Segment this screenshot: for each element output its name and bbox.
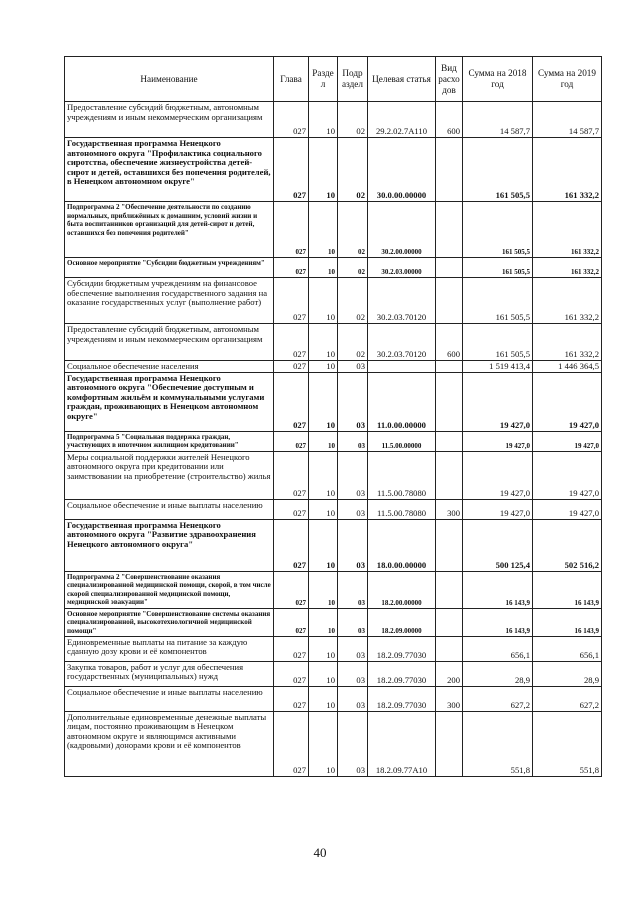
cell-sum2019: 161 332,2 [533, 324, 602, 361]
cell-sum2018: 19 427,0 [463, 431, 533, 451]
cell-razdel: 10 [309, 361, 338, 373]
cell-statya: 11.5.00.78080 [368, 451, 436, 499]
cell-name: Социальное обеспечение населения [65, 361, 274, 373]
cell-name: Субсидии бюджетным учреждениям на финансовое обеспечение выполнения государственного задания на оказание государственных услуг (выполнение работ) [65, 278, 274, 324]
cell-sum2019: 161 332,2 [533, 278, 602, 324]
cell-name: Меры социальной поддержки жителей Ненецкого автономного округа при кредитовании или заимствовании на приобретение (строительство) жилья [65, 451, 274, 499]
cell-vid [436, 608, 463, 636]
cell-glava: 027 [274, 372, 309, 431]
cell-statya: 29.2.02.7А110 [368, 102, 436, 138]
cell-sum2018: 627,2 [463, 686, 533, 711]
cell-glava: 027 [274, 451, 309, 499]
cell-glava: 027 [274, 499, 309, 519]
cell-name: Государственная программа Ненецкого автономного округа "Профилактика социального сиротства, обеспечение жизнеустройства детей-сирот и детей, оставшихся без попечения родителей, в Ненецком автономном округе" [65, 138, 274, 202]
cell-sum2018: 161 505,5 [463, 324, 533, 361]
cell-glava: 027 [274, 636, 309, 661]
header-name: Наименование [65, 57, 274, 102]
table-row [65, 499, 602, 519]
cell-name: Основное мероприятие "Субсидии бюджетным учреждениям" [65, 258, 274, 278]
table-row [65, 372, 602, 431]
cell-razdel: 10 [309, 372, 338, 431]
cell-glava: 027 [274, 431, 309, 451]
cell-razdel: 10 [309, 451, 338, 499]
cell-vid: 300 [436, 499, 463, 519]
cell-razdel: 10 [309, 571, 338, 608]
cell-name: Подпрограмма 5 "Социальная поддержка граждан, участвующих в ипотечном жилищном кредитовании" [65, 431, 274, 451]
cell-name: Дополнительные единовременные денежные выплаты лицам, постоянно проживающим в Ненецком автономном округе и являющимся активными (кадровыми) донорами крови и её компонентов [65, 711, 274, 776]
table-row [65, 431, 602, 451]
table-row [65, 324, 602, 361]
cell-statya: 18.2.00.00000 [368, 571, 436, 608]
table-row [65, 608, 602, 636]
cell-sum2019: 19 427,0 [533, 499, 602, 519]
cell-razdel: 10 [309, 138, 338, 202]
table-body [65, 102, 602, 777]
table-header-row [65, 57, 602, 102]
cell-sum2019: 19 427,0 [533, 431, 602, 451]
cell-vid [436, 372, 463, 431]
cell-podrazdel: 03 [338, 661, 368, 686]
cell-glava: 027 [274, 278, 309, 324]
cell-podrazdel: 03 [338, 519, 368, 571]
cell-sum2019: 551,8 [533, 711, 602, 776]
cell-vid [436, 278, 463, 324]
cell-razdel: 10 [309, 686, 338, 711]
header-vid: Вид расхо дов [436, 57, 463, 102]
cell-sum2018: 16 143,9 [463, 608, 533, 636]
table-row [65, 686, 602, 711]
cell-name: Закупка товаров, работ и услуг для обеспечения государственных (муниципальных) нужд [65, 661, 274, 686]
table-row [65, 361, 602, 373]
cell-sum2018: 19 427,0 [463, 499, 533, 519]
cell-vid [436, 636, 463, 661]
cell-vid: 200 [436, 661, 463, 686]
cell-podrazdel: 03 [338, 608, 368, 636]
cell-sum2018: 161 505,5 [463, 258, 533, 278]
cell-sum2018: 28,9 [463, 661, 533, 686]
table-row [65, 571, 602, 608]
cell-sum2019: 28,9 [533, 661, 602, 686]
cell-glava: 027 [274, 519, 309, 571]
cell-sum2019: 627,2 [533, 686, 602, 711]
table-row [65, 451, 602, 499]
cell-sum2019: 656,1 [533, 636, 602, 661]
cell-vid: 300 [436, 686, 463, 711]
cell-name: Социальное обеспечение и иные выплаты населению [65, 499, 274, 519]
cell-podrazdel: 02 [338, 278, 368, 324]
cell-glava: 027 [274, 686, 309, 711]
cell-podrazdel: 02 [338, 258, 368, 278]
cell-sum2018: 161 505,5 [463, 278, 533, 324]
cell-name: Единовременные выплаты на питание за каждую сданную дозу крови и её компонентов [65, 636, 274, 661]
cell-glava: 027 [274, 324, 309, 361]
cell-glava: 027 [274, 608, 309, 636]
cell-sum2019: 502 516,2 [533, 519, 602, 571]
table-row [65, 661, 602, 686]
header-sum-2019: Сумма на 2019 год [533, 57, 602, 102]
cell-statya: 18.2.09.77030 [368, 661, 436, 686]
table-row [65, 102, 602, 138]
cell-sum2018: 19 427,0 [463, 451, 533, 499]
cell-glava: 027 [274, 361, 309, 373]
table-row [65, 519, 602, 571]
cell-podrazdel: 03 [338, 372, 368, 431]
cell-sum2019: 161 332,2 [533, 138, 602, 202]
header-sum-2018: Сумма на 2018 год [463, 57, 533, 102]
cell-podrazdel: 03 [338, 571, 368, 608]
cell-razdel: 10 [309, 431, 338, 451]
cell-sum2018: 19 427,0 [463, 372, 533, 431]
cell-statya: 30.2.00.00000 [368, 202, 436, 258]
cell-vid [436, 202, 463, 258]
cell-glava: 027 [274, 661, 309, 686]
cell-podrazdel: 03 [338, 431, 368, 451]
cell-statya: 11.5.00.78080 [368, 499, 436, 519]
cell-vid [436, 361, 463, 373]
page-number: 40 [313, 845, 327, 860]
cell-statya: 30.2.03.70120 [368, 278, 436, 324]
cell-sum2018: 16 143,9 [463, 571, 533, 608]
cell-vid [436, 711, 463, 776]
cell-sum2019: 1 446 364,5 [533, 361, 602, 373]
cell-sum2019: 19 427,0 [533, 372, 602, 431]
cell-sum2018: 14 587,7 [463, 102, 533, 138]
cell-statya: 18.2.09.00000 [368, 608, 436, 636]
cell-sum2019: 19 427,0 [533, 451, 602, 499]
cell-statya: 18.2.09.77А10 [368, 711, 436, 776]
cell-glava: 027 [274, 138, 309, 202]
cell-podrazdel: 03 [338, 499, 368, 519]
table-row [65, 636, 602, 661]
cell-podrazdel: 03 [338, 686, 368, 711]
cell-razdel: 10 [309, 519, 338, 571]
cell-razdel: 10 [309, 711, 338, 776]
cell-statya: 18.2.09.77030 [368, 636, 436, 661]
cell-razdel: 10 [309, 636, 338, 661]
cell-statya: 30.2.03.00000 [368, 258, 436, 278]
cell-name: Подпрограмма 2 "Совершенствование оказания специализированной медицинской помощи, скорой, в том числе скорой специализированной медицинской помощи, медицинской эвакуации" [65, 571, 274, 608]
cell-glava: 027 [274, 102, 309, 138]
cell-statya: 30.2.03.70120 [368, 324, 436, 361]
cell-razdel: 10 [309, 499, 338, 519]
cell-podrazdel: 02 [338, 102, 368, 138]
cell-name: Государственная программа Ненецкого автономного округа "Развитие здравоохранения Ненецкого автономного округа" [65, 519, 274, 571]
cell-name: Социальное обеспечение и иные выплаты населению [65, 686, 274, 711]
cell-sum2018: 161 505,5 [463, 202, 533, 258]
cell-sum2018: 1 519 413,4 [463, 361, 533, 373]
cell-sum2018: 161 505,5 [463, 138, 533, 202]
cell-statya: 18.0.00.00000 [368, 519, 436, 571]
table-row [65, 202, 602, 258]
table-row [65, 278, 602, 324]
cell-podrazdel: 02 [338, 138, 368, 202]
header-podrazdel: Подр аздел [338, 57, 368, 102]
cell-statya [368, 361, 436, 373]
cell-name: Государственная программа Ненецкого автономного округа "Обеспечение доступным и комфортным жильём и коммунальными услугами граждан, проживающих в Ненецком автономном округе" [65, 372, 274, 431]
cell-razdel: 10 [309, 278, 338, 324]
cell-vid [436, 571, 463, 608]
table-row [65, 258, 602, 278]
cell-sum2018: 500 125,4 [463, 519, 533, 571]
cell-sum2019: 161 332,2 [533, 202, 602, 258]
cell-razdel: 10 [309, 324, 338, 361]
cell-vid: 600 [436, 324, 463, 361]
cell-sum2018: 551,8 [463, 711, 533, 776]
cell-name: Подпрограмма 2 "Обеспечение деятельности по созданию нормальных, приближённых к домашним, условий жизни и быта воспитанников организаций для детей-сирот и детей, оставшихся без попечения родителей" [65, 202, 274, 258]
cell-vid [436, 138, 463, 202]
cell-podrazdel: 02 [338, 202, 368, 258]
cell-statya: 18.2.09.77030 [368, 686, 436, 711]
cell-vid [436, 451, 463, 499]
budget-table [64, 56, 602, 777]
cell-statya: 11.0.00.00000 [368, 372, 436, 431]
cell-podrazdel: 03 [338, 711, 368, 776]
cell-statya: 11.5.00.00000 [368, 431, 436, 451]
cell-statya: 30.0.00.00000 [368, 138, 436, 202]
cell-vid [436, 519, 463, 571]
cell-razdel: 10 [309, 608, 338, 636]
cell-name: Основное мероприятие "Совершенствование системы оказания специализированной, высокотехнологичной медицинской помощи" [65, 608, 274, 636]
cell-podrazdel: 03 [338, 361, 368, 373]
cell-podrazdel: 03 [338, 451, 368, 499]
cell-vid [436, 258, 463, 278]
cell-razdel: 10 [309, 102, 338, 138]
cell-sum2019: 16 143,9 [533, 571, 602, 608]
header-razdel: Разде л [309, 57, 338, 102]
cell-razdel: 10 [309, 661, 338, 686]
budget-table-page [64, 56, 601, 777]
cell-glava: 027 [274, 202, 309, 258]
cell-podrazdel: 02 [338, 324, 368, 361]
cell-name: Предоставление субсидий бюджетным, автономным учреждениям и иным некоммерческим организациям [65, 102, 274, 138]
cell-vid: 600 [436, 102, 463, 138]
cell-razdel: 10 [309, 258, 338, 278]
cell-glava: 027 [274, 571, 309, 608]
cell-sum2019: 16 143,9 [533, 608, 602, 636]
cell-razdel: 10 [309, 202, 338, 258]
cell-sum2018: 656,1 [463, 636, 533, 661]
cell-glava: 027 [274, 258, 309, 278]
cell-podrazdel: 03 [338, 636, 368, 661]
table-row [65, 138, 602, 202]
table-row [65, 711, 602, 776]
cell-name: Предоставление субсидий бюджетным, автономным учреждениям и иным некоммерческим организациям [65, 324, 274, 361]
header-glava: Глава [274, 57, 309, 102]
cell-glava: 027 [274, 711, 309, 776]
header-statya: Целевая статья [368, 57, 436, 102]
cell-sum2019: 14 587,7 [533, 102, 602, 138]
cell-sum2019: 161 332,2 [533, 258, 602, 278]
cell-vid [436, 431, 463, 451]
